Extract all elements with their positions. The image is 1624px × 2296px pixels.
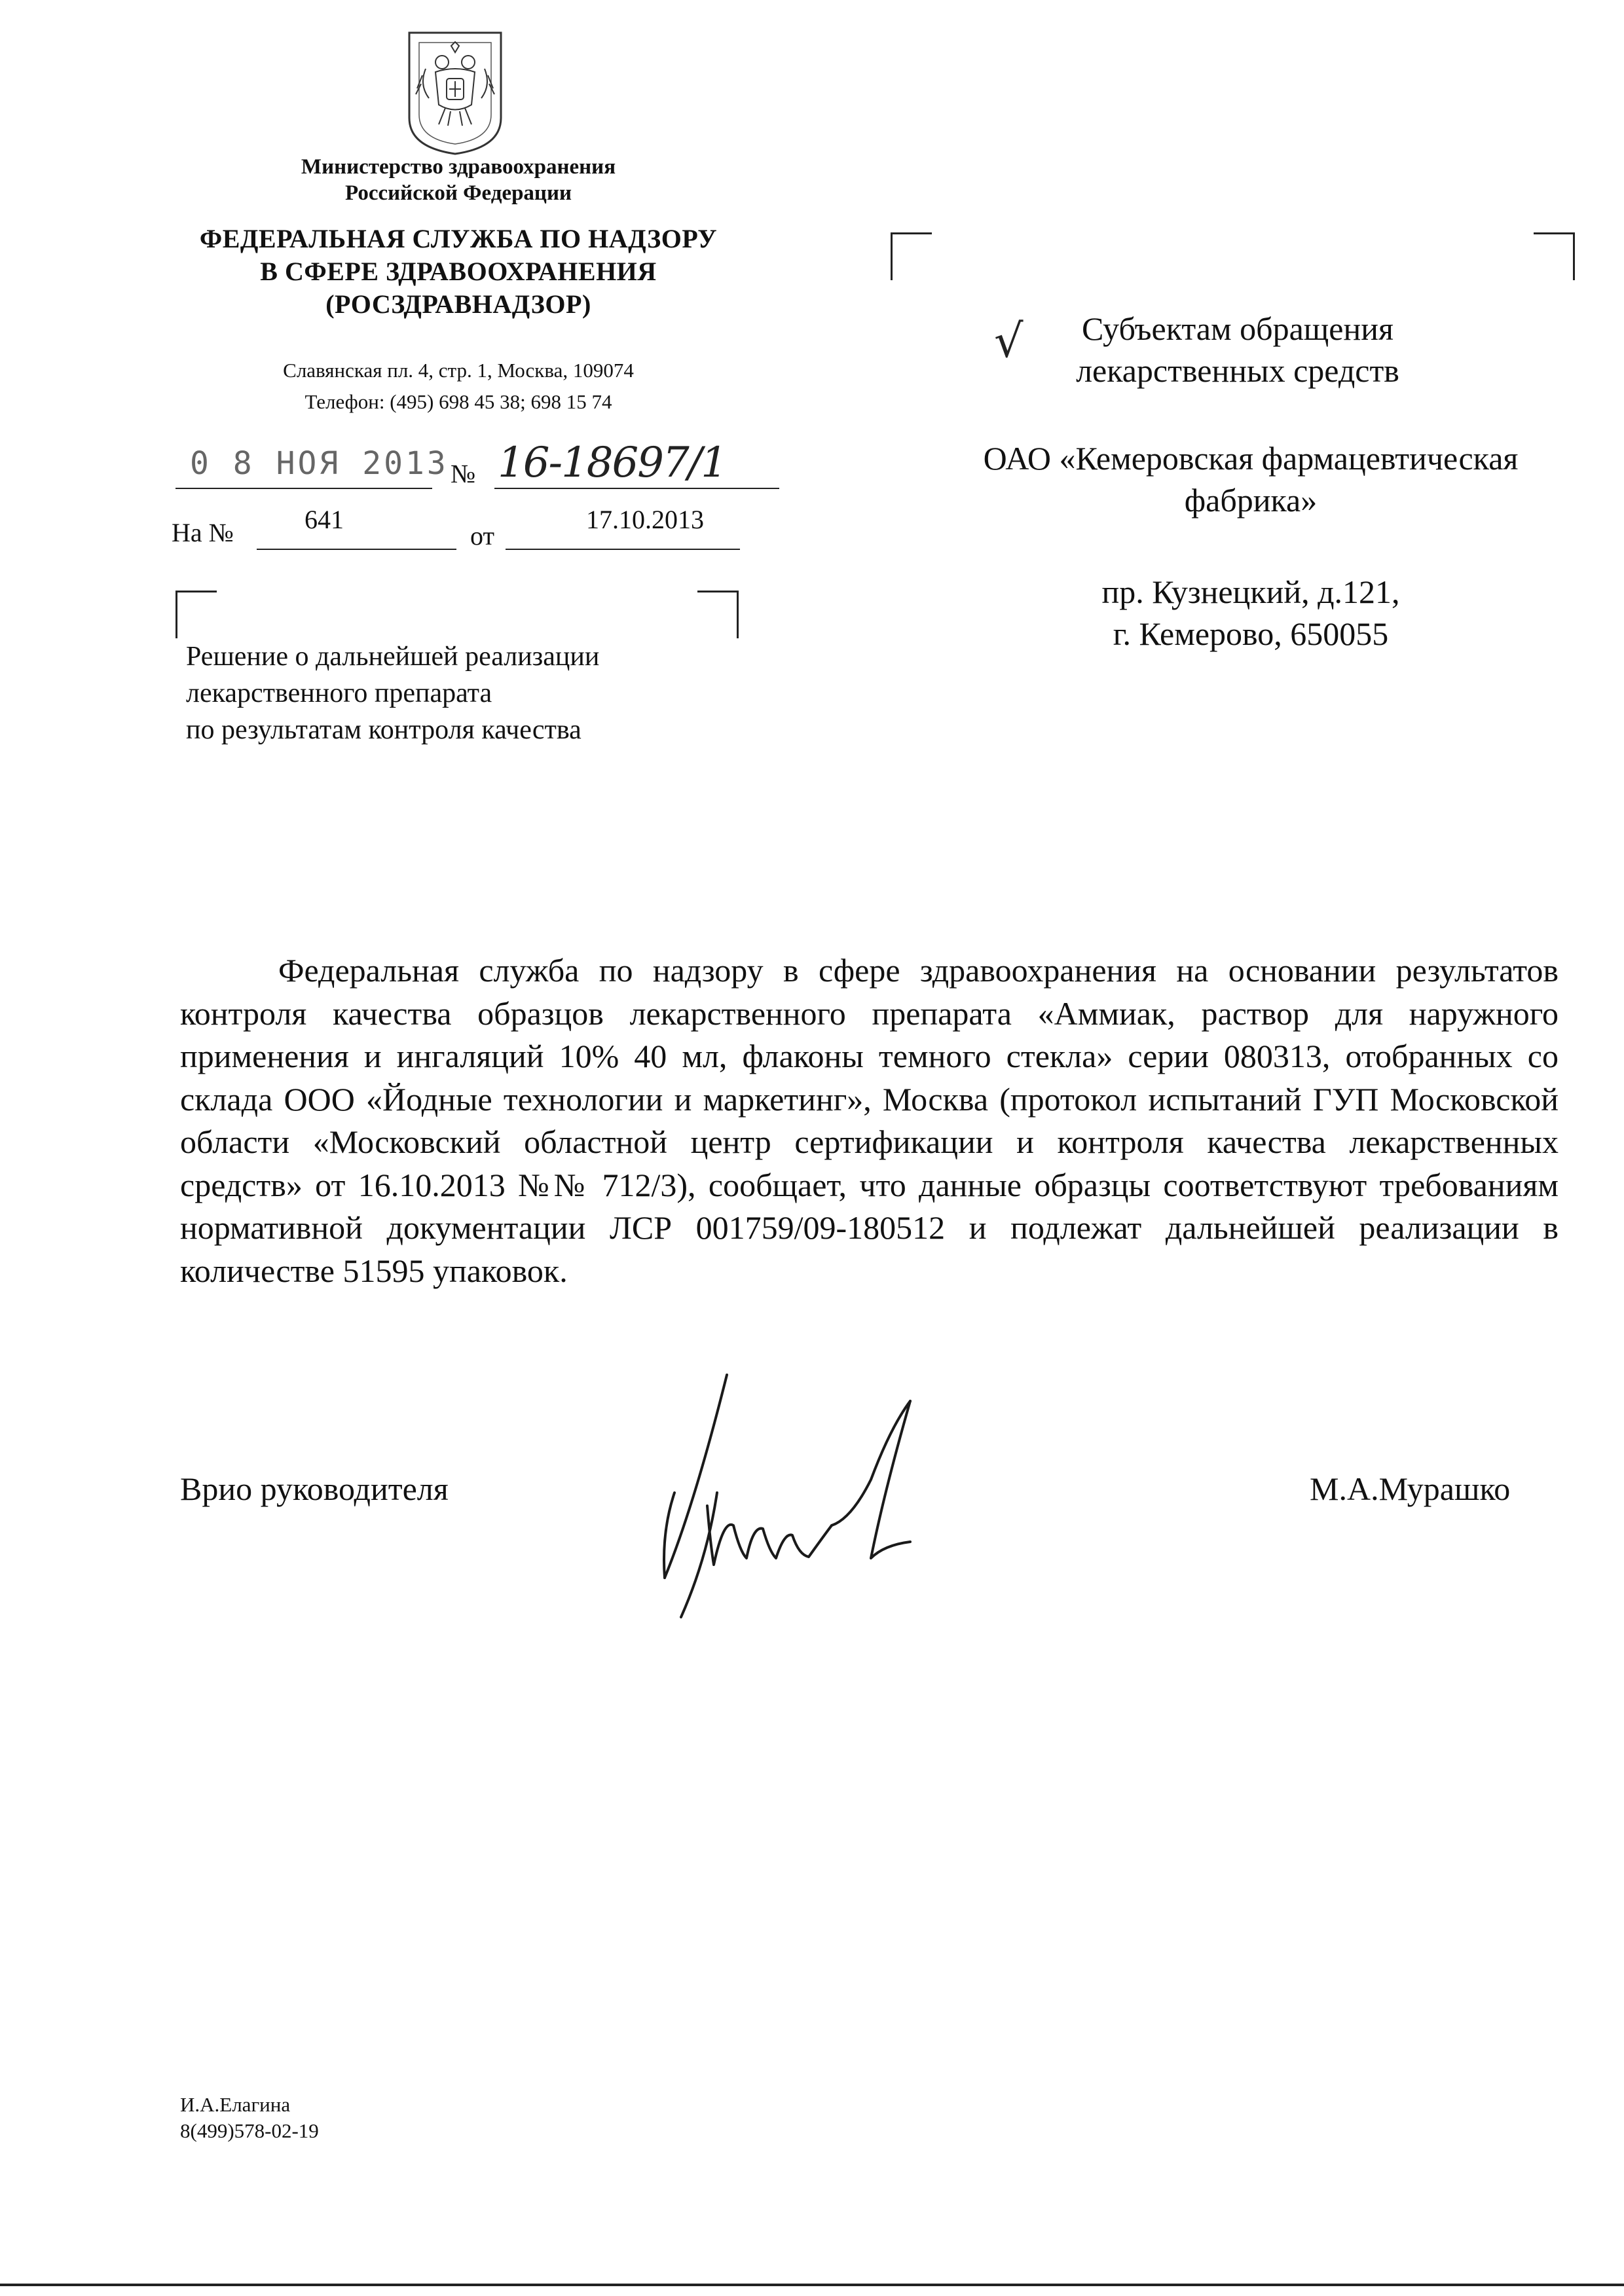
- executor-phone: 8(499)578-02-19: [180, 2119, 319, 2142]
- service-phone: Телефон: (495) 698 45 38; 698 15 74: [304, 390, 612, 413]
- from-label: от: [470, 521, 494, 551]
- document-subject: [186, 638, 775, 748]
- reply-date-underline: [506, 549, 740, 550]
- recipient-organization: [917, 437, 1585, 521]
- coat-of-arms-emblem-icon: [399, 26, 511, 157]
- subject-line-2: лекарственного препарата: [186, 678, 492, 708]
- organization-line-1: ОАО «Кемеровская фармацевтическая: [983, 440, 1519, 477]
- reply-number-underline: [257, 549, 456, 550]
- service-address: Славянская пл. 4, стр. 1, Москва, 109074: [283, 359, 634, 382]
- executor-info: [180, 2092, 319, 2144]
- number-underline: [494, 488, 779, 489]
- subject-bracket-left: [175, 591, 217, 638]
- signatory-position: Врио руководителя: [180, 1470, 449, 1507]
- address-line-2: г. Кемерово, 650055: [1113, 615, 1389, 652]
- service-line-3: (РОСЗДРАВНАДЗОР): [325, 289, 591, 319]
- service-name: [131, 223, 786, 321]
- service-line-1: ФЕДЕРАЛЬНАЯ СЛУЖБА ПО НАДЗОРУ: [199, 224, 718, 253]
- recipient-bracket-left: [891, 232, 932, 280]
- subject-bracket-right: [697, 591, 739, 638]
- reply-to-label: На №: [172, 518, 234, 547]
- ministry-line-2: Российской Федерации: [345, 181, 572, 205]
- signatory-name: М.А.Мурашко: [1310, 1470, 1511, 1507]
- recipient-address: [1022, 571, 1480, 655]
- executor-name: И.А.Елагина: [180, 2093, 291, 2116]
- service-line-2: В СФЕРЕ ЗДРАВООХРАНЕНИЯ: [260, 257, 657, 286]
- page-bottom-edge: [0, 2284, 1624, 2286]
- recipient-audience: [1022, 308, 1454, 392]
- letter-body: Федеральная служба по надзору в сфере здравоохранения на основании результатов контроля качества образцов лекарственного препарата «Аммиак, раствор для наружного применения и ингаляций 10% 40 мл, флаконы темного стекла» серии 080313, отобранных со склада ООО «Йодные технологии и маркетинг», Москва (протокол испытаний ГУП Московской области «Московский областной центр сертификации и контроля качества лекарственных средств» от 16.10.2013 №№ 712/3), сообщает, что данные образцы соответствуют требованиям нормативной документации ЛСР 001759/09-180512 и подлежат дальнейшей реализации в количестве 51595 упаковок.: [180, 952, 1559, 1289]
- subject-line-1: Решение о дальнейшей реализации: [186, 642, 600, 672]
- organization-line-2: фабрика»: [1184, 482, 1318, 519]
- ministry-name: [242, 154, 674, 206]
- recipient-bracket-right: [1534, 232, 1575, 280]
- date-underline: [175, 488, 432, 489]
- registration-number-handwritten: 16-18697/1: [498, 439, 726, 487]
- handwritten-signature-icon: [635, 1362, 976, 1624]
- number-label: №: [451, 459, 476, 488]
- audience-line-2: лекарственных средств: [1076, 352, 1399, 389]
- address-line-1: пр. Кузнецкий, д.121,: [1101, 574, 1400, 610]
- reply-from-date: 17.10.2013: [586, 505, 704, 534]
- reply-to-number: 641: [304, 505, 344, 534]
- audience-line-1: Субъектам обращения: [1082, 310, 1393, 347]
- registration-date-stamp: 0 8 НОЯ 2013: [190, 445, 449, 482]
- subject-line-3: по результатам контроля качества: [186, 715, 581, 745]
- ministry-line-1: Министерство здравоохранения: [301, 155, 616, 179]
- service-contacts: [177, 355, 740, 418]
- check-mark-icon: √: [994, 314, 1024, 368]
